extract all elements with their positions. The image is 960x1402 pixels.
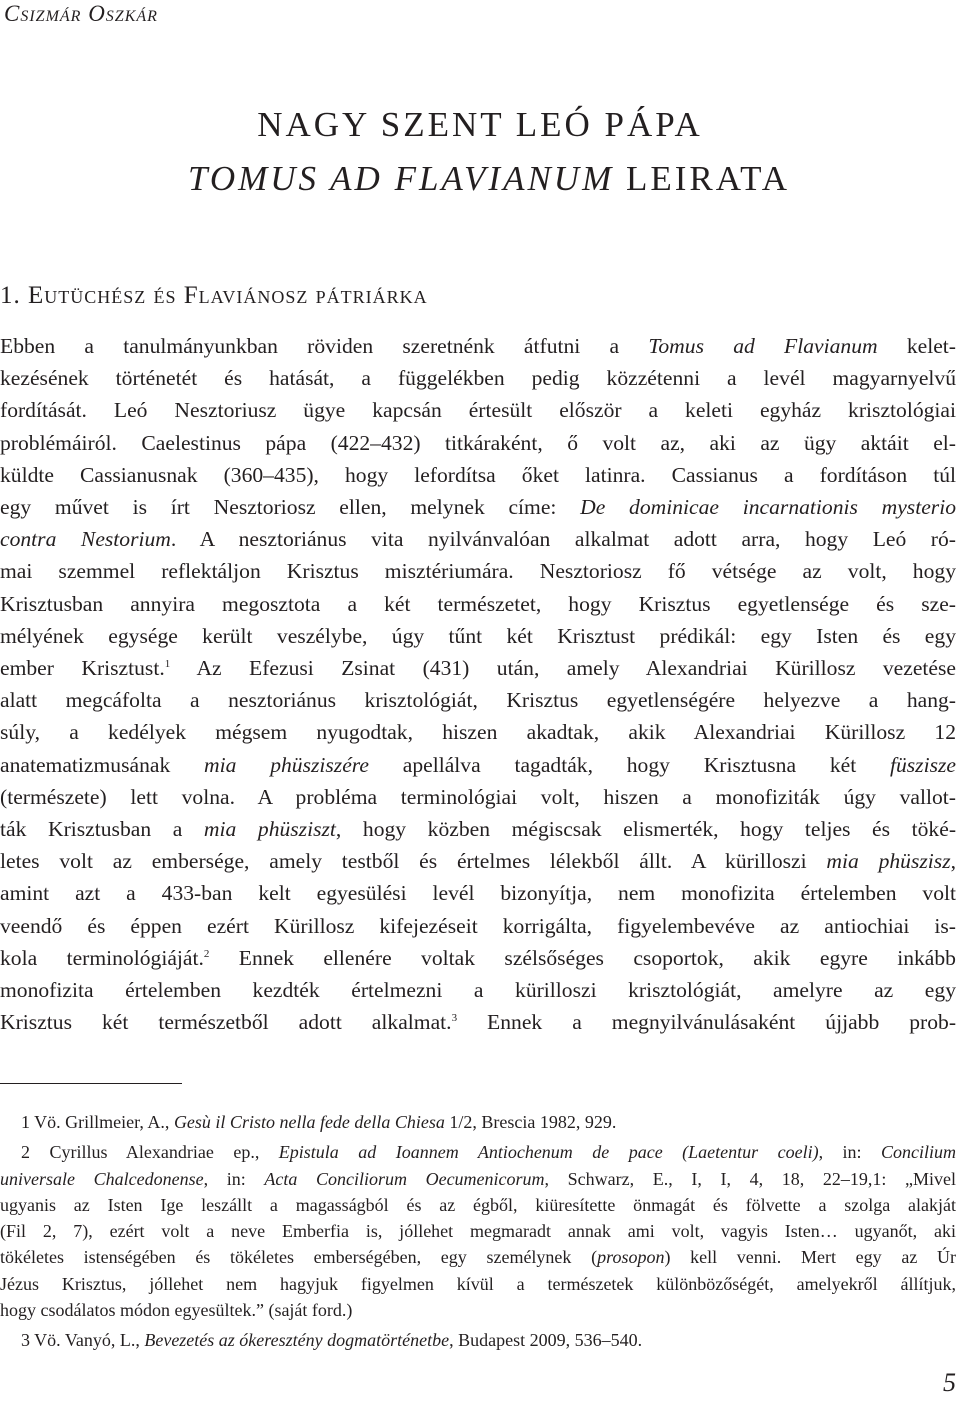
- body-line: egy művet is írt Nesztoriosz ellen, melynek címe: De dominicae incarnationis mysterio: [0, 495, 956, 520]
- footnote-line: ugyanis az Isten Ige leszállt a magasságból és az égből, kiüresítette önmagát és fölvette a szolga alakját: [0, 1194, 956, 1215]
- footnote-ref-2[interactable]: 2: [203, 947, 210, 960]
- body-line: letes volt az embersége, amely testből és értelmes lélekből állt. A kürilloszi mia phüszisz,: [0, 849, 957, 874]
- body-line: anatematizmusának mia phüsziszére apellálva tagadták, hogy Krisztusna két füszisze: [0, 752, 956, 777]
- body-line: fordítását. Leó Nesztoriusz ügye kapcsán értesült először a keleti egyház krisztológiai: [0, 398, 956, 423]
- body-line: ták Krisztusban a mia phüsziszt, hogy közben mégiscsak elismerték, hogy teljes és töké-: [0, 817, 957, 842]
- footnote-ref-1[interactable]: 1: [164, 658, 171, 671]
- author-name: Csizmár Oszkár: [4, 1, 158, 26]
- body-paragraph: [0, 330, 956, 1038]
- body-line: contra Nestorium. A nesztoriánus vita nyilvánvalóan alkalmat adott arra, hogy Leó ró-: [0, 527, 956, 552]
- section-heading: 1. Eutüchész és Flaviánosz pátriárka: [0, 282, 428, 309]
- footnote-line: universale Chalcedonense, in: Acta Conciliorum Oecumenicorum, Schwarz, E., I, I, 4, 18, 22–19,1: „Mivel: [0, 1168, 956, 1189]
- body-line: Krisztusban annyira megosztota a két természetet, hogy Krisztus egyetlensége és sze-: [0, 591, 956, 616]
- body-line: monofizita értelemben kezdték értelmezni a kürilloszi krisztológiát, amelyre az egy: [0, 978, 956, 1003]
- title-italic-part: TOMUS AD FLAVIANUM: [188, 159, 615, 198]
- body-line: Krisztus két természetből adott alkalmat.$^3$ Ennek a megnyilvánulásaként újjabb prob-: [0, 1010, 957, 1035]
- title-rest: LEIRATA: [614, 159, 790, 198]
- footnote-divider: [0, 1083, 182, 1084]
- footnote-line: 2 Cyrillus Alexandriae ep., Epistula ad Ioannem Antiochenum de pace (Laetentur coeli), in: Concilium: [21, 1142, 956, 1163]
- footnote-line: tökéletes istenségében és tökéletes emberségében, egy személynek (prosopon) kell venni. Mert egy az Úr: [0, 1247, 956, 1268]
- body-line: alatt megcáfolta a nesztoriánus krisztológiát, Krisztus egyetlenségére helyezve a hang-: [0, 688, 956, 713]
- body-line: veendő és éppen ezért Kürillosz kifejezéseit korrigálta, figyelembevéve az antiochiai is-: [0, 913, 956, 938]
- footnote-line: 3 Vö. Vanyó, L., Bevezetés az ókeresztény dogmatörténetbe, Budapest 2009, 536–540.: [21, 1330, 643, 1351]
- page-number: 5: [943, 1368, 956, 1397]
- body-line: Ebben a tanulmányunkban röviden szeretnénk átfutni a Tomus ad Flavianum kelet-: [0, 334, 956, 358]
- body-line: kola terminológiáját.$^2$ Ennek ellenére voltak szélsőséges csoportok, akik egyre inkább: [0, 945, 956, 970]
- body-line: mélyének egysége került veszélybe, úgy tűnt két Krisztust prédikál: egy Isten és egy: [0, 623, 956, 648]
- footnotes: [0, 1109, 956, 1358]
- body-line: (természete) lett volna. A probléma terminológiai volt, hiszen a monofiziták úgy vallot-: [0, 784, 956, 809]
- body-line: küldte Cassianusnak (360–435), hogy lefordítsa őket latinra. Cassianus a fordításon túl: [0, 462, 956, 487]
- body-line: súly, a kedélyek mégsem nyugodtak, hiszen akadtak, akik Alexandriai Kürillosz 12: [0, 720, 956, 745]
- footnote-line: Jézus Krisztus, jóllehet nem hagyjuk figyelmen kívül a természetek különbözőségét, amelyekről állítjuk,: [0, 1273, 956, 1294]
- title-line-2: [0, 152, 960, 206]
- footnote-1: [0, 1109, 956, 1135]
- article-title: [0, 98, 960, 206]
- body-line: mai szemmel reflektáljon Krisztus misztériumára. Nesztoriosz fő vétsége az volt, hogy: [0, 559, 956, 584]
- body-line: problémáiról. Caelestinus pápa (422–432) titkáraként, ő volt az, aki az ügy aktáit el-: [0, 430, 956, 455]
- body-line: ember Krisztust.$^1$ Az Efezusi Zsinat (431) után, amely Alexandriai Kürillosz vezetése: [0, 656, 956, 681]
- footnote-2: [0, 1139, 956, 1323]
- body-line: amint azt a 433-ban kelt egyesülési levél bizonyítja, nem monofizita értelemben volt: [0, 881, 956, 906]
- title-line-1: NAGY SZENT LEÓ PÁPA: [257, 105, 703, 144]
- footnote-3: [0, 1327, 956, 1353]
- footnote-line: (Fil 2, 7), ezért volt a neve Emberfia is, jóllehet megmaradt annak ami volt, vagyis Isten… ugyanőt, aki: [0, 1221, 956, 1242]
- footnote-line: 1 Vö. Grillmeier, A., Gesù il Cristo nella fede della Chiesa 1/2, Brescia 1982, 929.: [21, 1112, 617, 1132]
- footnote-ref-3[interactable]: 3: [451, 1012, 458, 1025]
- footnote-line: hogy csodálatos módon egyesültek.” (saját ford.): [0, 1300, 353, 1321]
- body-line: kezésének történetét és hatását, a függelékben pedig közzétenni a levél magyarnyelvű: [0, 366, 956, 391]
